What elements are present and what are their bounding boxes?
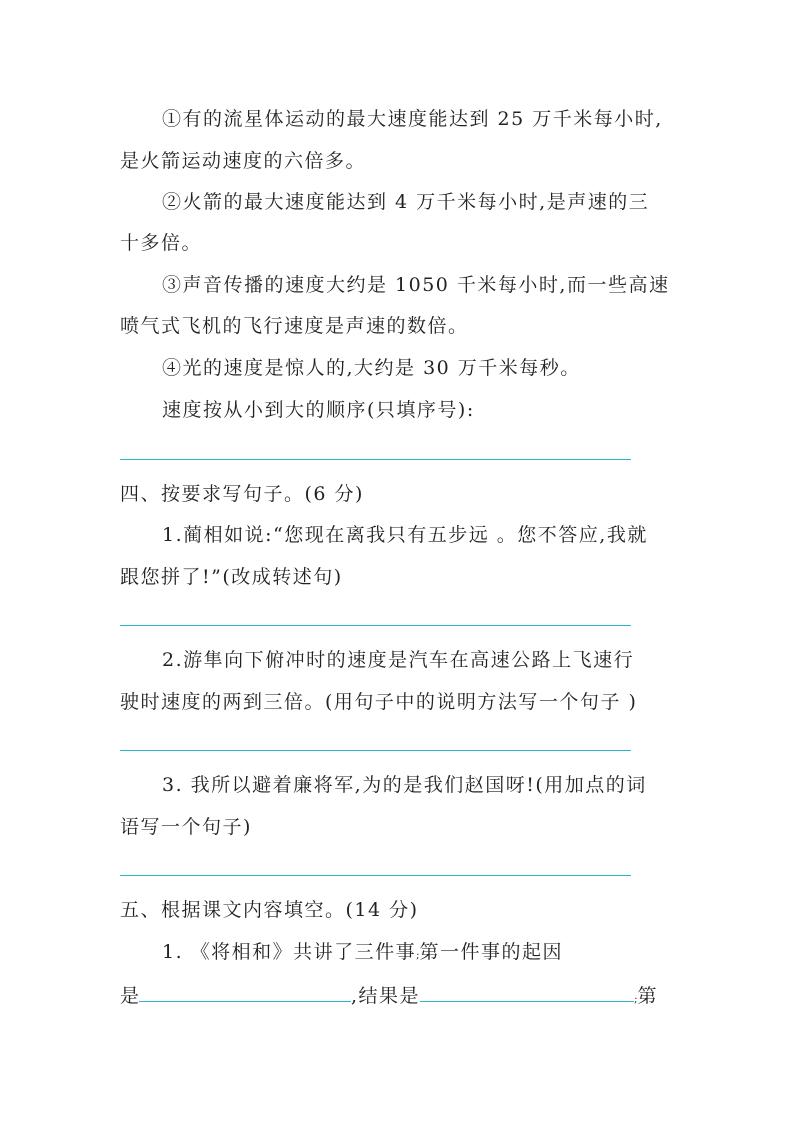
s5-q1-di: 第 <box>637 985 657 1007</box>
item-3-line-1: ③声音传播的速度大约是 1050 千米每小时,而一些高速 <box>162 274 670 296</box>
s5-cause-blank[interactable] <box>139 981 351 1002</box>
s5-q1-shi: 是 <box>120 985 140 1007</box>
section-5-heading: 五、根据课文内容填空。(14 分) <box>120 899 419 921</box>
s4-q2-line-1: 2.游隼向下俯冲时的速度是汽车在高速公路上飞速行 <box>162 649 635 671</box>
s4-q2-answer-line[interactable] <box>120 750 631 751</box>
s5-q1-line-2 <box>120 981 656 1013</box>
order-answer-line[interactable] <box>120 459 631 460</box>
s5-q1-separator-2: ; <box>634 994 638 1005</box>
s4-q1-line-1: 1.蔺相如说:“您现在离我只有五步远 。您不答应,我就 <box>162 524 648 546</box>
s4-q3-line-2: 语写一个句子) <box>120 816 252 838</box>
s4-q1-line-2: 跟您拼了!”(改成转述句) <box>120 566 343 588</box>
item-1-line-2: 是火箭运动速度的六倍多。 <box>120 150 367 172</box>
s4-q1-answer-line[interactable] <box>120 625 631 626</box>
s5-q1-intro: 1. 《将相和》共讲了三件事 <box>162 941 417 963</box>
s5-result-blank[interactable] <box>420 981 634 1002</box>
item-1-line-1: ①有的流星体运动的最大速度能达到 25 万千米每小时, <box>162 108 663 130</box>
item-2-line-1: ②火箭的最大速度能达到 4 万千米每小时,是声速的三 <box>162 191 650 213</box>
s5-q1-result-label: ,结果是 <box>351 985 421 1007</box>
item-4-line: ④光的速度是惊人的,大约是 30 万千米每秒。 <box>162 357 581 379</box>
s4-q3-line-1: 3. 我所以避着廉将军,为的是我们赵国呀!(用加点的词 <box>162 774 647 796</box>
item-3-line-2: 喷气式飞机的飞行速度是声速的数倍。 <box>120 315 469 337</box>
s4-q2-line-2: 驶时速度的两到三倍。(用句子中的说明方法写一个句子 ) <box>120 691 638 713</box>
s5-q1-intro-cont: 第一件事的起因 <box>419 941 564 963</box>
item-2-line-2: 十多倍。 <box>120 232 203 254</box>
section-4-heading: 四、按要求写句子。(6 分) <box>120 483 364 505</box>
s5-q1-line-1 <box>162 939 563 969</box>
s5-q1-separator: ; <box>416 950 420 961</box>
order-prompt: 速度按从小到大的顺序(只填序号): <box>162 399 475 421</box>
s4-q3-answer-line[interactable] <box>120 875 631 876</box>
